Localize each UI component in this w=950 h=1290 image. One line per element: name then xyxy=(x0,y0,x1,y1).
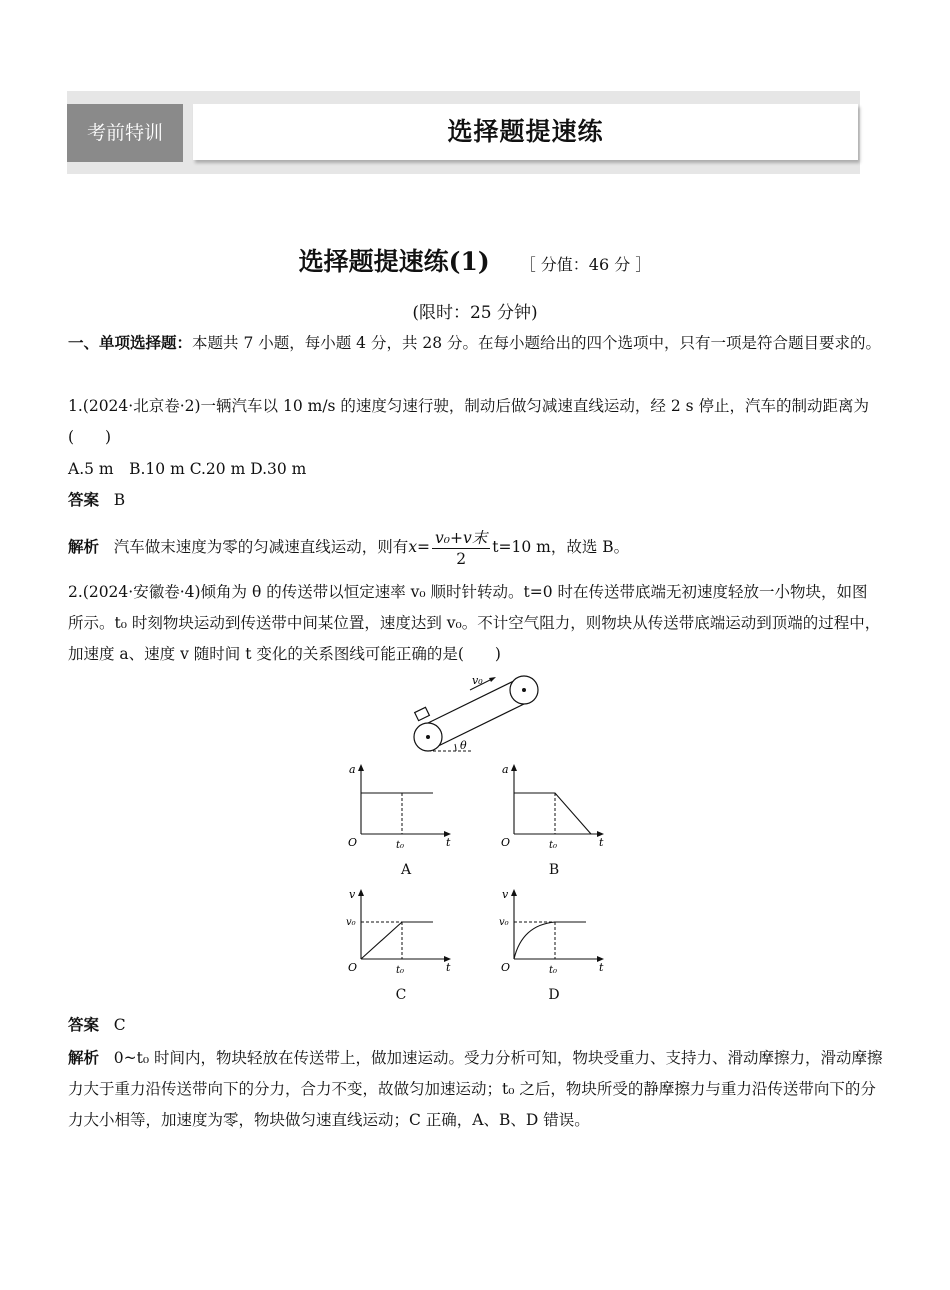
graph-d-origin: O xyxy=(501,961,511,974)
graph-d-x-label: t xyxy=(599,961,604,974)
graph-a xyxy=(345,762,455,850)
graph-b-t0: t₀ xyxy=(549,840,558,850)
banner-tag: 考前特训 xyxy=(67,104,183,162)
graph-c-x-label: t xyxy=(446,961,451,974)
q1-options: A.5 m B.10 m C.20 m D.30 m xyxy=(68,460,307,478)
graph-a-t0: t₀ xyxy=(396,840,405,850)
q1-analysis xyxy=(68,526,883,569)
q2-analysis-label: 解析 xyxy=(68,1049,100,1067)
q2-stem: 2.(2024·安徽卷·4)倾角为 θ 的传送带以恒定速率 v₀ 顺时针转动。t=0 时在传送带底端无初速度轻放一小物块，如图所示。t₀ 时刻物块运动到传送带中间某位置，速度达到 v₀。不计空气阻力，则物块从传送带底端运动到顶端的过程中，加速度 a、速度 v 随时间 t 变化的关系图线可能正确的是( ) xyxy=(68,583,881,663)
title-text: 选择题提速练(1) xyxy=(298,247,490,276)
caption-d: D xyxy=(548,987,560,1003)
graph-a-origin: O xyxy=(348,836,358,849)
q1-stem: 1.(2024·北京卷·2)一辆汽车以 10 m/s 的速度匀速行驶，制动后做匀减速直线运动，经 2 s 停止，汽车的制动距离为( ) xyxy=(68,397,870,446)
q1-x-eq: x= xyxy=(408,538,431,556)
q1-analysis-post: t=10 m，故选 B。 xyxy=(492,538,630,556)
graph-c-v0: v₀ xyxy=(346,917,356,928)
graph-b-line xyxy=(514,793,591,834)
graph-c-origin: O xyxy=(348,961,358,974)
q1-analysis-label: 解析 xyxy=(68,538,100,556)
time-limit: (限时：25 分钟) xyxy=(412,303,538,323)
q1-answer-value: B xyxy=(113,491,126,509)
belt-velocity-label: v₀ xyxy=(472,674,483,687)
angle-label: θ xyxy=(460,739,467,752)
graph-c xyxy=(345,887,455,975)
page-title xyxy=(0,242,950,278)
banner-title: 选择题提速练 xyxy=(193,104,858,160)
q2-answer xyxy=(68,1010,883,1041)
q1-fraction xyxy=(432,528,490,569)
graph-a-x-label: t xyxy=(446,836,451,849)
graph-a-y-label: a xyxy=(349,763,356,776)
graph-d-v0: v₀ xyxy=(499,917,509,928)
graph-c-y-label: v xyxy=(349,888,356,901)
graph-c-line xyxy=(361,922,433,959)
q1-frac-den: 2 xyxy=(456,549,467,568)
graph-c-t0: t₀ xyxy=(396,965,405,975)
graph-d-line xyxy=(514,922,586,959)
section-intro xyxy=(68,328,883,359)
q1-frac-num: v₀+v末 xyxy=(432,528,490,549)
graph-d xyxy=(498,887,608,975)
caption-a: A xyxy=(400,862,412,878)
q2-analysis xyxy=(68,1043,883,1136)
graph-b xyxy=(498,762,608,850)
conveyor-belt-figure xyxy=(400,672,550,754)
graph-b-y-label: a xyxy=(502,763,509,776)
q2-answer-value: C xyxy=(113,1016,126,1034)
graph-d-t0: t₀ xyxy=(549,965,558,975)
q1-answer xyxy=(68,485,883,516)
graph-d-y-label: v xyxy=(502,888,509,901)
section-text: 本题共 7 小题，每小题 4 分，共 28 分。在每小题给出的四个选项中，只有一项是符合题目要求的。 xyxy=(192,334,882,352)
q2-answer-label: 答案 xyxy=(68,1016,100,1034)
graph-b-x-label: t xyxy=(599,836,604,849)
block xyxy=(415,707,430,720)
score-label: ［ 分值：46 分 ］ xyxy=(519,255,652,274)
caption-b: B xyxy=(548,862,560,878)
q1-answer-label: 答案 xyxy=(68,491,100,509)
q1-analysis-pre: 汽车做末速度为零的匀减速直线运动，则有 xyxy=(113,538,409,556)
section-label: 一、单项选择题： xyxy=(68,334,193,352)
graph-b-origin: O xyxy=(501,836,511,849)
caption-c: C xyxy=(395,987,407,1003)
q2-analysis-text: 0~t₀ 时间内，物块轻放在传送带上，做加速运动。受力分析可知，物块受重力、支持力、滑动摩擦力，滑动摩擦力大于重力沿传送带向下的分力，合力不变，故做匀加速运动；t₀ 之后，物块所受的静摩擦力与重力沿传送带向下的分力大小相等，加速度为零，物块做匀速直线运动；C 正确，A、B、D 错误。 xyxy=(68,1049,883,1129)
